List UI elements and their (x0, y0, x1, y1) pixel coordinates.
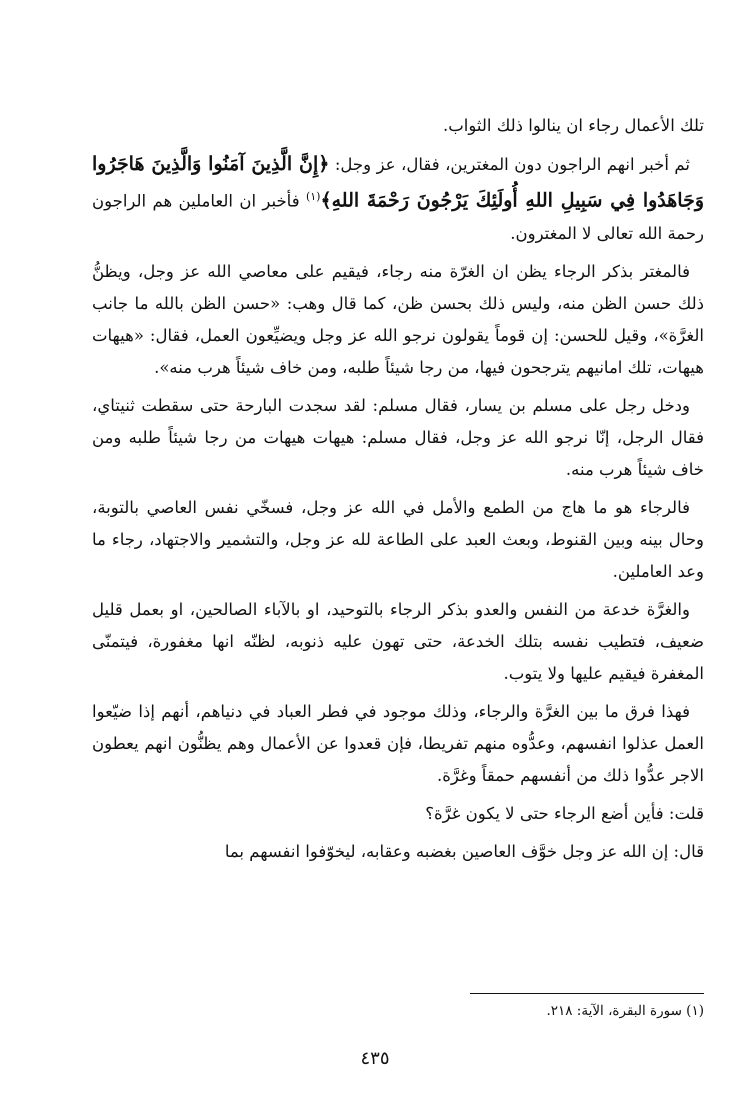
paragraph-2: ثم أخبر انهم الراجون دون المغترين، فقال، عز وجل: ﴿إِنَّ الَّذِينَ آمَنُوا وَالَّذِينَ هَاجَرُوا وَجَاهَدُوا فِي سَبِيلِ اللهِ أُولَئِكَ يَرْجُونَ رَحْمَةَ اللهِ﴾$^{(١)}$ فأخبر ان العاملين هم الراجون رحمة الله تعالى لا المغترون. (92, 153, 704, 243)
footnote-ref: (١) (305, 190, 321, 203)
paragraph-7: فهذا فرق ما بين الغرَّة والرجاء، وذلك موجود في فطر العباد في دنياهم، أنهم إذا ضيّعوا العمل عذلوا انفسهم، وعدُّوه منهم تفريطا، فإن قعدوا عن الأعمال وهم يظنُّون انهم يعطون الاجر عدُّوا ذلك من أنفسهم حمقاً وغرَّة. (92, 701, 704, 785)
footnote: (١) سورة البقرة، الآية: ٢١٨. (546, 1003, 704, 1019)
paragraph-9: قال: إن الله عز وجل خوَّف العاصين بغضبه وعقابه، ليخوّفوا انفسهم بما (224, 841, 704, 861)
quran-verse: ﴿إِنَّ الَّذِينَ آمَنُوا وَالَّذِينَ هَاجَرُوا وَجَاهَدُوا فِي سَبِيلِ اللهِ أُولَئِكَ يَرْجُونَ رَحْمَةَ اللهِ﴾ (92, 153, 704, 212)
paragraph-6: والغرَّة خدعة من النفس والعدو بذكر الرجاء بالتوحيد، او بالآباء الصالحين، او بعمل قليل ضعيف، فتطيب نفسه بتلك الخدعة، حتى تهون عليه ذنوبه، لظنّه انها مغفورة، فيتمنّى المغفرة فيقيم عليها ولا يتوب. (92, 599, 704, 683)
paragraph-8: قلت: فأين أضع الرجاء حتى لا يكون غرَّة؟ (425, 803, 704, 823)
page-number: ٤٣٥ (360, 1048, 390, 1069)
paragraph-3: فالمغتر بذكر الرجاء يظن ان الغرّة منه رجاء، فيقيم على معاصي الله عز وجل، ويظنُّ ذلك حسن الظن منه، وليس ذلك بحسن ظن، كما قال وهب: «حسن الظن بالله ما جانب الغرَّة»، وقيل للحسن: إن قوماً يقولون نرجو الله عز وجل ويضيِّعون العمل، فقال: «هيهات هيهات، تلك امانيهم يترجحون فيها، من رجا شيئاً طلبه، ومن خاف شيئاً هرب منه». (92, 261, 704, 377)
footnote-divider (470, 993, 704, 994)
paragraph-1: تلك الأعمال رجاء ان ينالوا ذلك الثواب. (443, 116, 704, 135)
body-text (92, 110, 704, 874)
paragraph-4: ودخل رجل على مسلم بن يسار، فقال مسلم: لقد سجدت البارحة حتى سقطت ثنيتاي، فقال الرجل، إنّا نرجو الله عز وجل، فقال مسلم: هيهات هيهات من رجا شيئاً طلبه ومن خاف شيئاً هرب منه. (92, 395, 704, 479)
paragraph-5: فالرجاء هو ما هاج من الطمع والأمل في الله عز وجل، فسخّي نفس العاصي بالتوبة، وحال بينه وبين القنوط، وبعث العبد على الطاعة لله عز وجل، والتشمير والاجتهاد، رجاء ما وعد العاملين. (92, 497, 704, 581)
